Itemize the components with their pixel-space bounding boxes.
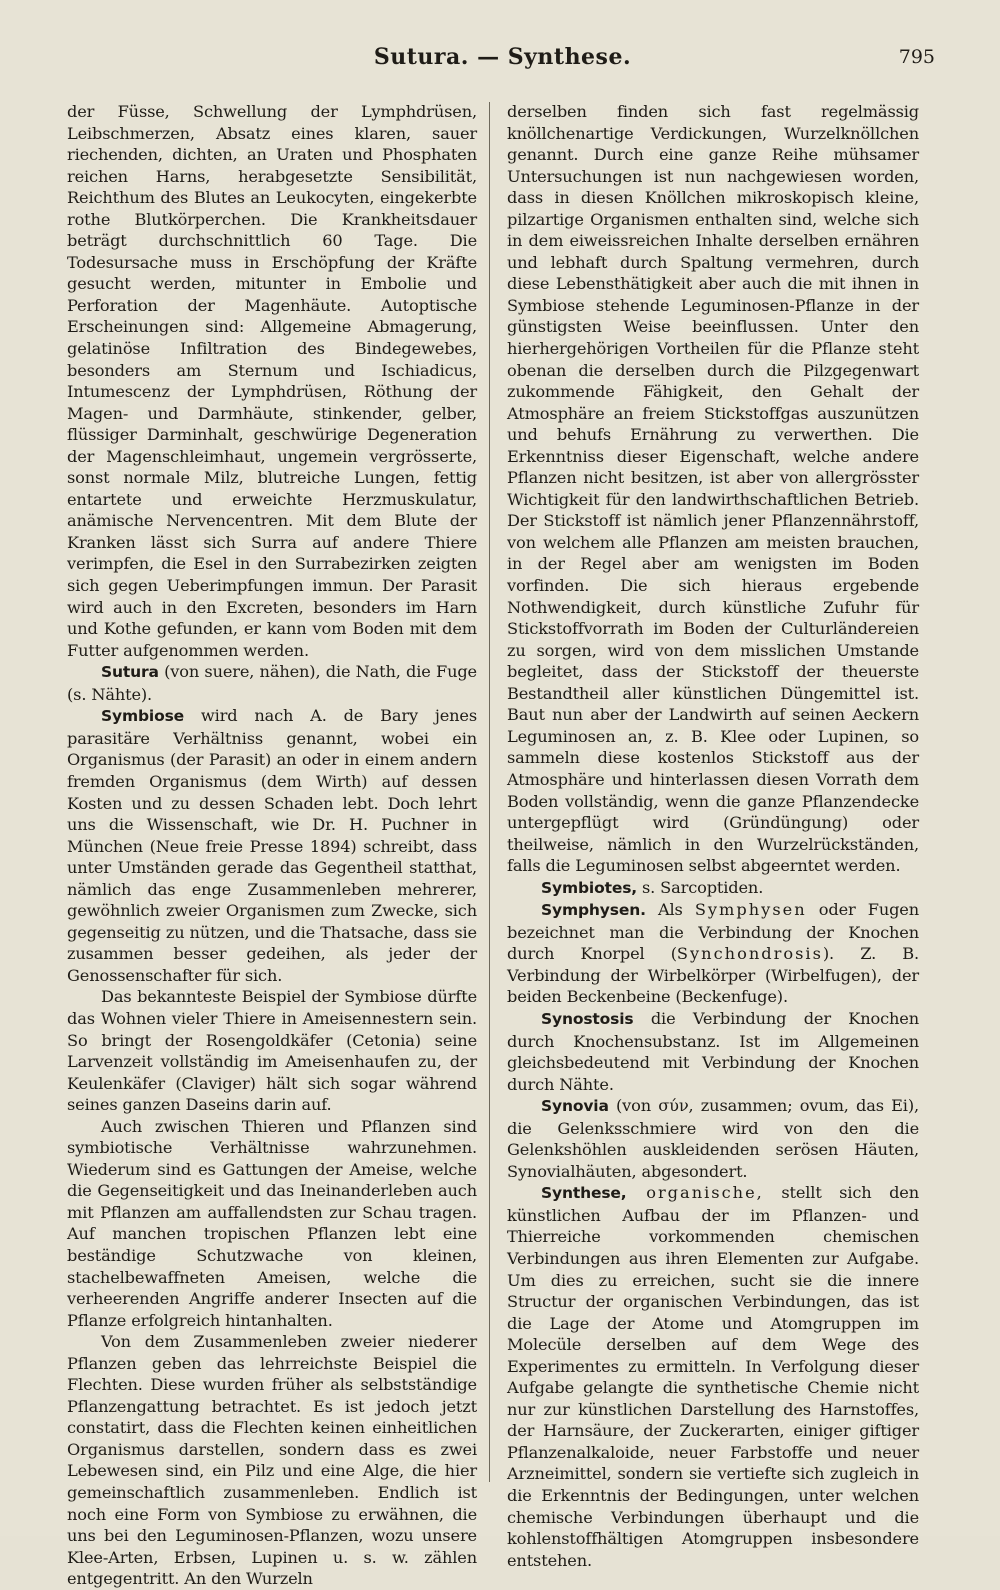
entry-text: (von σύν, zusammen; ovum, das Ei), die Gelenksschmiere wird von den die Gelenkshöhlen auskleidenden serösen Häuten, Synovialhäuten, abgesondert.	[507, 1096, 919, 1181]
paragraph-symbiose-ameisen	[67, 986, 477, 1115]
entry-term: Synthese,	[541, 1184, 627, 1203]
paragraph-text: der Füsse, Schwellung der Lymphdrüsen, Leibschmerzen, Absatz eines klaren, sauer riechenden, dichten, an Uraten und Phosphaten reichen Harns, herabgesetzte Sensibilität, Reichthum des Blutes an Leukocyten, eingekerbte rothe Blutkörperchen. Die Krankheitsdauer beträgt durchschnittlich 60 Tage. Die Todesursache muss in Erschöpfung der Kräfte gesucht werden, mitunter in Embolie und Perforation der Magenhäute. Autoptische Erscheinungen sind: Allgemeine Abmagerung, gelatinöse Infiltration des Bindegewebes, besonders am Sternum und Ischiadicus, Intumescenz der Lymphdrüsen, Röthung der Magen- und Darmhäute, stinkender, gelber, flüssiger Darminhalt, geschwürige Degeneration der Magenschleimhaut, ungemein vergrösserte, sonst normale Milz, blutreiche Lungen, fettig entartete und erweichte Herzmuskulatur, anämische Nervencentren. Mit dem Blute der Kranken lässt sich Surra auf andere Thiere verimpfen, die Esel in den Surrabezirken zeigten sich gegen Ueberimpfungen immun. Der Parasit wird auch in den Excreten, besonders im Harn und Kothe gefunden, er kann vom Boden mit dem Futter aufgenommen werden.	[67, 102, 477, 660]
right-column	[507, 101, 919, 1571]
entry-term: Sutura	[101, 663, 159, 682]
entry-synovia	[507, 1095, 919, 1182]
entry-symphysen	[507, 899, 919, 1008]
spaced-term: Synchondrosis	[676, 944, 823, 964]
paragraph-text: Auch zwischen Thieren und Pflanzen sind symbiotische Verhältnisse wahrzunehmen. Wiederum sind es Gattungen der Ameise, welche die Gegenseitigkeit und das Ineinanderleben auch mit Pflanzen am auffallendsten zur Schau tragen. Auf manchen tropischen Pflanzen lebt eine beständige Schutzwache von kleinen, stachelbewaffneten Ameisen, welche die verheerenden Angriffe anderer Insecten auf die Pflanze erfolgreich hintanhalten.	[67, 1116, 477, 1330]
paragraph-leguminosen-continued	[507, 101, 919, 877]
entry-synthese	[507, 1182, 919, 1571]
paragraph-text: derselben finden sich fast regelmässig knöllchenartige Verdickungen, Wurzelknöllchen genannt. Durch eine ganze Reihe mühsamer Untersuchungen ist nun nachgewiesen worden, dass in diesen Knöllchen mikroskopisch kleine, pilzartige Organismen enthalten sind, welche sich in dem eiweissreichen Inhalte derselben ernähren und lebhaft durch Spaltung vermehren, durch diese Lebensthätigkeit aber auch die mit ihnen in Symbiose stehende Leguminosen-Pflanze in der günstigsten Weise beeinflussen. Unter den hierhergehörigen Vortheilen für die Pflanze steht obenan die derselben durch die Pilzgegenwart zukommende Fähigkeit, den Gehalt der Atmosphäre an freiem Stickstoffgas auszunützen und behufs Ernährung zu verwerthen. Die Erkenntniss dieser Eigenschaft, welche andere Pflanzen nicht besitzen, ist aber von allergrösster Wichtigkeit für den landwirthschaftlichen Betrieb. Der Stickstoff ist nämlich jener Pflanzennährstoff, von welchem alle Pflanzen am meisten brauchen, in der Regel aber am wenigsten im Boden vorfinden. Die sich hieraus ergebende Nothwendigkeit, durch künstliche Zufuhr für Stickstoffvorrath im Boden der Culturländereien zu sorgen, wird von dem misslichen Umstande begleitet, dass der Stickstoff der theuerste Bestandtheil aller künstlichen Düngemittel ist. Baut nun aber der Landwirth auf seinen Aeckern Leguminosen an, z. B. Klee oder Lupinen, so sammeln diese kostenlos Stickstoff aus der Atmosphäre und hinterlassen diesen Vorrath dem Boden vollständig, wenn die ganze Pflanzendecke untergepflügt wird (Gründüngung) oder theilweise, nämlich in den Wurzelrückständen, falls die Leguminosen selbst abgeerntet werden.	[507, 102, 919, 876]
paragraph-surra-continued	[67, 101, 477, 661]
spaced-term: Symphysen	[694, 900, 807, 920]
entry-text: ). Z. B. Verbindung der Wirbelkörper (Wirbelfugen), der beiden Beckenbeine (Beckenfuge).	[507, 944, 920, 1007]
paragraph-text: Von dem Zusammenleben zweier niederer Pflanzen geben das lehrreichste Beispiel die Flechten. Diese wurden früher als selbstständige Pflanzengattung betrachtet. Es ist jedoch jetzt constatirt, dass die Flechten keinen einheitlichen Organismus darstellen, sondern dass es zwei Lebewesen sind, ein Pilz und eine Alge, die hier gemeinschaftlich zusammenleben. Endlich ist noch eine Form von Symbiose zu erwähnen, die uns bei den Leguminosen-Pflanzen, wozu unsere Klee-Arten, Erbsen, Lupinen u. s. w. zählen entgegentritt. An den Wurzeln	[67, 1332, 477, 1589]
entry-symbiotes	[507, 877, 919, 900]
entry-text: wird nach A. de Bary jenes parasitäre Verhältniss genannt, wobei ein Organismus (der Parasit) an oder in einem andern fremden Organismus (dem Wirth) auf dessen Kosten und zu dessen Schaden lebt. Doch lehrt uns die Wissenschaft, wie Dr. H. Puchner in München (Neue freie Presse 1894) schreibt, dass unter Umständen gerade das Gegentheil statthat, nämlich das enge Zusammenleben mehrerer, gewöhnlich zweier Organismen zum Zwecke, sich gegenseitig zu nützen, und die Thatsache, dass sie zusammen besser gedeihen, als jeder der Genossenschafter für sich.	[67, 706, 477, 985]
entry-term: Symbiotes,	[541, 878, 638, 897]
running-title: Sutura. — Synthese.	[373, 44, 632, 70]
entry-term: Synostosis	[541, 1009, 634, 1028]
page-header	[70, 44, 935, 80]
column-divider	[489, 102, 490, 1482]
entry-text: (von suere, nähen), die Nath, die Fuge (s. Nähte).	[67, 662, 477, 704]
paragraph-symbiose-flechten	[67, 1331, 477, 1590]
entry-sutura	[67, 661, 477, 705]
entry-term: Symphysen.	[541, 901, 646, 920]
paragraph-text: Das bekannteste Beispiel der Symbiose dürfte das Wohnen vieler Thiere in Ameisennestern sein. So bringt der Rosengoldkäfer (Cetonia) seine Larvenzeit vollständig im Ameisenhaufen zu, der Keulenkäfer (Claviger) hält sich sogar während seines ganzen Daseins darin auf.	[67, 987, 477, 1115]
spaced-term: organische,	[626, 1183, 764, 1203]
page-number: 795	[898, 46, 935, 68]
left-column	[67, 101, 477, 1590]
entry-text: Als	[645, 900, 695, 920]
entry-synostosis	[507, 1008, 919, 1095]
entry-text: die Verbindung der Knochen durch Knochensubstanz. Ist im Allgemeinen gleichsbedeutend mit Verbindung der Knochen durch Nähte.	[507, 1008, 919, 1094]
entry-text: oder Fugen bezeichnet man die Verbindung der Knochen durch Knorpel (	[507, 900, 920, 964]
entry-text: s. Sarcoptiden.	[637, 877, 764, 897]
paragraph-symbiose-pflanzen	[67, 1116, 477, 1331]
entry-term: Synovia	[541, 1097, 609, 1116]
entry-symbiose	[67, 705, 477, 986]
entry-text: stellt sich den künstlichen Aufbau der im Pflanzen- und Thierreiche vorkommenden chemischen Verbindungen aus ihren Elementen zur Aufgabe. Um dies zu erreichen, sucht sie die innere Structur der organischen Verbindungen, das ist die Lage der Atome und Atomgruppen im Molecüle derselben auf dem Wege des Experimentes zu ermitteln. In Verfolgung dieser Aufgabe gelangte die synthetische Chemie nicht nur zur künstlichen Darstellung des Harnstoffes, der Harnsäure, der Zuckerarten, einiger giftiger Pflanzenalkaloide, neuer Farbstoffe und neuer Arzneimittel, sondern sie vertiefte sich zugleich in die Erkenntnis der Bedingungen, unter welchen chemische Verbindungen überhaupt und die kohlenstoffhältigen Atomgruppen insbesondere entstehen.	[507, 1183, 919, 1570]
entry-term: Symbiose	[101, 707, 185, 726]
